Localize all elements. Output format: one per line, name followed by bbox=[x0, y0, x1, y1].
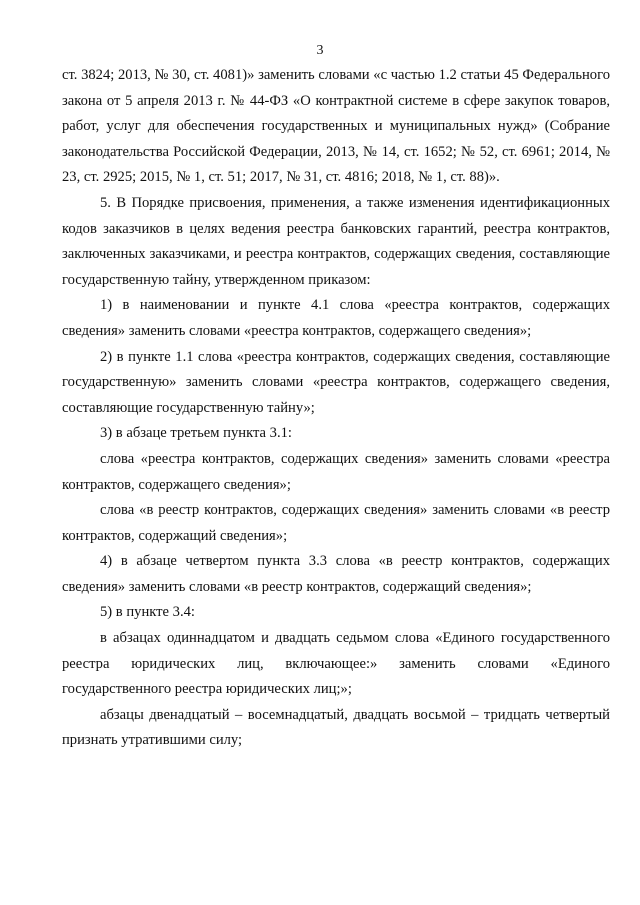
paragraph-subitem-5-a: в абзацах одиннадцатом и двадцать седьмом слова «Единого государственного реестра юридических лиц, включающее:» заменить словами «Единого государственного реестра юридических лиц;»; bbox=[62, 630, 610, 698]
paragraph-subitem-3: 3) в абзаце третьем пункта 3.1: bbox=[100, 425, 292, 442]
paragraph-subitem-2: 2) в пункте 1.1 слова «реестра контрактов, содержащих сведения, составляющие государственную» заменить словами «реестра контрактов, содержащего сведения, составляющие государственную тайну»; bbox=[62, 348, 610, 416]
paragraph-continuation: ст. 3824; 2013, № 30, ст. 4081)» заменить словами «с частью 1.2 статьи 45 Федерального закона от 5 апреля 2013 г. № 44-ФЗ «О контрактной системе в сфере закупок товаров, работ, услуг для обеспечения государственных и муниципальных нужд» (Собрание законодательства Российской Федерации, 2013, № 14, ст. 1652; № 52, ст. 6961; 2014, № 23, ст. 2925; 2015, № 1, ст. 51; 2017, № 31, ст. 4816; 2018, № 1, ст. 88)». bbox=[62, 67, 610, 186]
page-number: 3 bbox=[316, 43, 324, 58]
document-body bbox=[62, 63, 610, 754]
paragraph-subitem-1: 1) в наименовании и пункте 4.1 слова «реестра контрактов, содержащих сведения» заменить словами «реестра контрактов, содержащего сведения»; bbox=[62, 297, 610, 339]
paragraph-subitem-5: 5) в пункте 3.4: bbox=[100, 604, 195, 621]
paragraph-subitem-5-b: абзацы двенадцатый – восемнадцатый, двадцать восьмой – тридцать четвертый признать утратившими силу; bbox=[62, 706, 610, 749]
paragraph-subitem-3-a: слова «реестра контрактов, содержащих сведения» заменить словами «реестра контрактов, содержащего сведения»; bbox=[62, 450, 610, 493]
paragraph-subitem-3-b: слова «в реестр контрактов, содержащих сведения» заменить словами «в реестр контрактов, содержащий сведения»; bbox=[62, 502, 610, 544]
paragraph-subitem-4: 4) в абзаце четвертом пункта 3.3 слова «в реестр контрактов, содержащих сведения» заменить словами «в реестр контрактов, содержащий сведения»; bbox=[62, 553, 610, 595]
paragraph-item-5: 5. В Порядке присвоения, применения, а также изменения идентификационных кодов заказчиков в целях ведения реестра банковских гарантий, реестра контрактов, заключенных заказчиками, и реестра контрактов, содержащих сведения, составляющие государственную тайну, утвержденном приказом: bbox=[62, 194, 610, 288]
